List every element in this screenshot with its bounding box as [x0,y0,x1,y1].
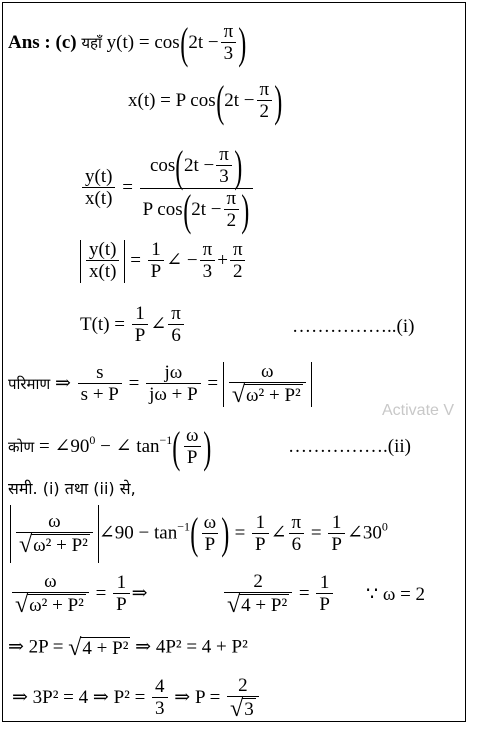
line-3-ratio: $\frac{y(t)}{x(t)}$ = cos(2t − $\frac{\pi}{3}$ ) P cos(2t − $\frac{\pi}{2}$ ) [80,145,255,232]
pi-over-2: $\frac{\pi}{2}$ [257,80,273,123]
line-10-right: 2 √ 4 + P² = $\frac{1}{P}$ [222,572,335,617]
line-12: ⇒ 3P² = 4 ⇒ P² = $\frac{4}{3}$ ⇒ P = 2 √ 3 [12,676,261,721]
yahaan-text: यहाँ [81,33,102,52]
because-omega: ∵ ω = 2 [366,584,426,605]
line-7-kon: कोण = $\angle 90^0$ − ∠ $\tan^{-1}$( $\frac{\omega}{P}$ ) [8,422,212,472]
line-9-combined: ω √ ω² + P² ∠90 − $\tan^{-1}$( $\frac{\omega}{P}$ ) = $\frac{1}{P}$ ∠ $\frac{\pi}{6}$ = $\frac{1}{P}$ $\angle 30^0$ [10,505,388,563]
line-6-parimaan: परिमाण ⇒ $\frac{s}{s + P}$ = $\frac{j\omega}{j\omega + P}$ = ω √ ω² + P² [8,362,312,407]
answer-label: Ans : (c) [8,31,77,53]
eq-ii-label: …………….(ii) [288,436,411,457]
line-8-sami: समी. (i) तथा (ii) से, [8,479,136,498]
line-5-transfer: T(t) = $\frac{1}{P}$ ∠ $\frac{\pi}{6}$ [80,304,186,347]
line-10: ω √ ω² + P² = $\frac{1}{P}$ ⇒ [10,572,148,617]
line-2: x(t) = P cos(2t − $\frac{\pi}{2}$ ) [128,76,283,126]
line-1: Ans : (c) यहाँ y(t) = cos(2t − $\frac{\pi}{3}$ ) [8,18,247,68]
line-4-magnitude: $\frac{y(t)}{x(t)}$ = $\frac{1}{P}$ ∠ − $\frac{\pi}{3}$ + $\frac{\pi}{2}$ [80,240,248,283]
x-t-text: x(t) = P cos [128,89,216,111]
activate-watermark: Activate V [382,402,455,419]
pi-over-3: $\frac{\pi}{3}$ [221,22,237,65]
eq-i-label: ……………..(i) [292,316,415,337]
y-t-text: y(t) = cos [106,31,180,53]
line-11: ⇒ 2P = √ 4 + P² ⇒ 4P² = 4 + P² [8,635,248,661]
